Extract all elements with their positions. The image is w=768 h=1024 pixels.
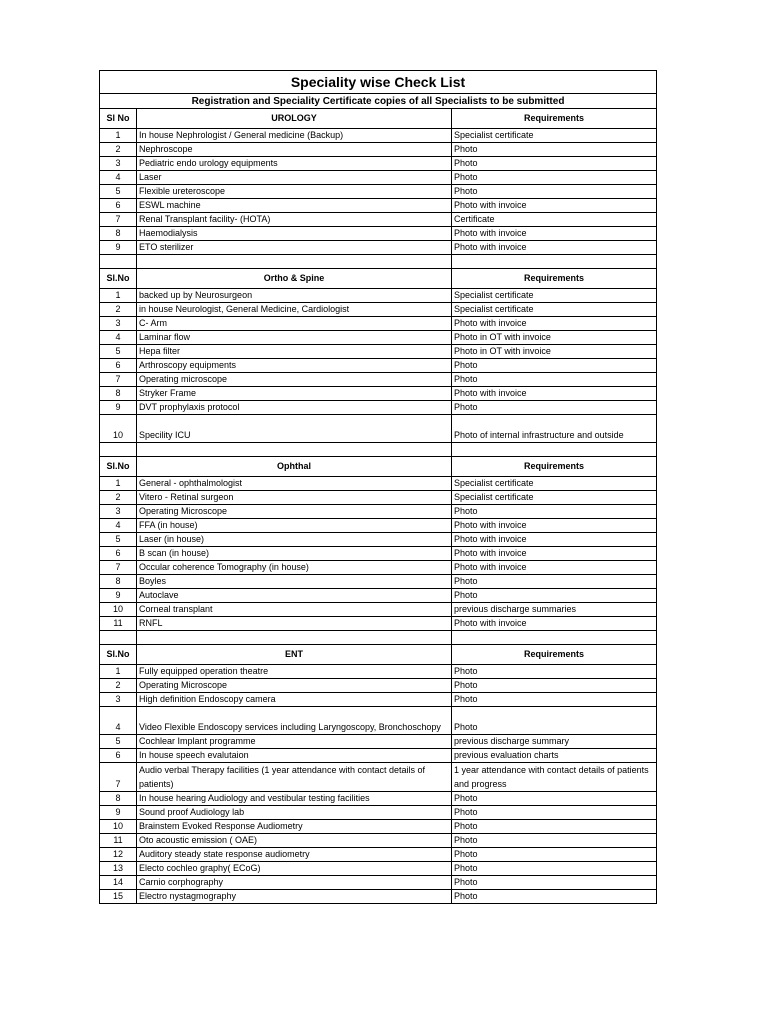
- checklist-row: [100, 848, 657, 862]
- checklist-row: [100, 749, 657, 763]
- serial-number-cell: 7: [100, 373, 137, 387]
- requirement-cell: Photo: [452, 862, 657, 876]
- serial-number-cell: 5: [100, 533, 137, 547]
- item-cell: In house hearing Audiology and vestibular testing facilities: [137, 792, 452, 806]
- spacer-cell: [100, 443, 137, 457]
- requirement-cell: Photo: [452, 185, 657, 199]
- serial-number-cell: 6: [100, 199, 137, 213]
- requirement-cell: Photo: [452, 157, 657, 171]
- requirement-cell: Photo: [452, 890, 657, 904]
- requirement-cell: Photo: [452, 143, 657, 157]
- checklist-row: [100, 820, 657, 834]
- sn-column-header: Sl No: [100, 109, 137, 129]
- serial-number-cell: 5: [100, 345, 137, 359]
- spacer-cell: [100, 631, 137, 645]
- checklist-row: [100, 289, 657, 303]
- checklist-row: [100, 477, 657, 491]
- serial-number-cell: 3: [100, 505, 137, 519]
- requirements-column-header: Requirements: [452, 109, 657, 129]
- item-cell: High definition Endoscopy camera: [137, 693, 452, 707]
- checklist-row: [100, 589, 657, 603]
- item-cell: backed up by Neurosurgeon: [137, 289, 452, 303]
- checklist-row: [100, 862, 657, 876]
- serial-number-cell: 3: [100, 693, 137, 707]
- item-cell: FFA (in house): [137, 519, 452, 533]
- serial-number-cell: 9: [100, 241, 137, 255]
- checklist-row: [100, 491, 657, 505]
- checklist-row: [100, 876, 657, 890]
- serial-number-cell: 10: [100, 415, 137, 443]
- item-cell: Cochlear Implant programme: [137, 735, 452, 749]
- requirement-cell: Specialist certificate: [452, 129, 657, 143]
- requirement-cell: Photo: [452, 589, 657, 603]
- checklist-row: [100, 387, 657, 401]
- sn-column-header: Sl.No: [100, 645, 137, 665]
- serial-number-cell: 7: [100, 763, 137, 792]
- item-cell: ETO sterilizer: [137, 241, 452, 255]
- checklist-row: [100, 241, 657, 255]
- serial-number-cell: 2: [100, 303, 137, 317]
- item-cell: In house Nephrologist / General medicine (Backup): [137, 129, 452, 143]
- requirement-cell: Photo: [452, 693, 657, 707]
- spacer-cell: [137, 443, 452, 457]
- serial-number-cell: 1: [100, 289, 137, 303]
- section-title: UROLOGY: [137, 109, 452, 129]
- serial-number-cell: 5: [100, 185, 137, 199]
- serial-number-cell: 6: [100, 547, 137, 561]
- item-cell: Operating Microscope: [137, 505, 452, 519]
- checklist-row: [100, 603, 657, 617]
- serial-number-cell: 2: [100, 143, 137, 157]
- item-cell: Nephroscope: [137, 143, 452, 157]
- requirement-cell: Photo: [452, 792, 657, 806]
- requirement-cell: Photo: [452, 876, 657, 890]
- item-cell: General - ophthalmologist: [137, 477, 452, 491]
- serial-number-cell: 13: [100, 862, 137, 876]
- requirement-cell: Photo with invoice: [452, 617, 657, 631]
- serial-number-cell: 4: [100, 331, 137, 345]
- serial-number-cell: 14: [100, 876, 137, 890]
- checklist-row: [100, 185, 657, 199]
- checklist-row: [100, 735, 657, 749]
- serial-number-cell: 11: [100, 617, 137, 631]
- checklist-row: [100, 345, 657, 359]
- checklist-row: [100, 303, 657, 317]
- checklist-table: [99, 70, 657, 904]
- serial-number-cell: 9: [100, 401, 137, 415]
- section-header-row: [100, 269, 657, 289]
- serial-number-cell: 7: [100, 213, 137, 227]
- requirement-cell: previous discharge summary: [452, 735, 657, 749]
- checklist-row: [100, 693, 657, 707]
- item-cell: Vitero - Retinal surgeon: [137, 491, 452, 505]
- item-cell: Stryker Frame: [137, 387, 452, 401]
- item-cell: Sound proof Audiology lab: [137, 806, 452, 820]
- spacer-cell: [137, 631, 452, 645]
- serial-number-cell: 2: [100, 679, 137, 693]
- serial-number-cell: 10: [100, 820, 137, 834]
- section-header-row: [100, 109, 657, 129]
- item-cell: Corneal transplant: [137, 603, 452, 617]
- serial-number-cell: 12: [100, 848, 137, 862]
- item-cell: Electo cochleo graphy( ECoG): [137, 862, 452, 876]
- requirement-cell: Photo of internal infrastructure and outside: [452, 415, 657, 443]
- serial-number-cell: 1: [100, 665, 137, 679]
- sn-column-header: Sl.No: [100, 457, 137, 477]
- serial-number-cell: 8: [100, 387, 137, 401]
- checklist-row: [100, 806, 657, 820]
- checklist-row: [100, 763, 657, 792]
- serial-number-cell: 8: [100, 227, 137, 241]
- requirement-cell: Photo with invoice: [452, 227, 657, 241]
- requirement-cell: Photo with invoice: [452, 519, 657, 533]
- spacer-cell: [452, 255, 657, 269]
- checklist-row: [100, 519, 657, 533]
- item-cell: B scan (in house): [137, 547, 452, 561]
- serial-number-cell: 6: [100, 749, 137, 763]
- item-cell: Electro nystagmography: [137, 890, 452, 904]
- requirement-cell: Photo with invoice: [452, 561, 657, 575]
- requirement-cell: Specialist certificate: [452, 477, 657, 491]
- item-cell: Flexible ureteroscope: [137, 185, 452, 199]
- item-cell: Video Flexible Endoscopy services including Laryngoscopy, Bronchoschopy: [137, 707, 452, 735]
- checklist-row: [100, 415, 657, 443]
- checklist-row: [100, 890, 657, 904]
- item-cell: Arthroscopy equipments: [137, 359, 452, 373]
- item-cell: Occular coherence Tomography (in house): [137, 561, 452, 575]
- requirement-cell: Photo with invoice: [452, 533, 657, 547]
- requirement-cell: Photo: [452, 834, 657, 848]
- item-cell: Carnio corphography: [137, 876, 452, 890]
- spacer-row: [100, 631, 657, 645]
- item-cell: Laser: [137, 171, 452, 185]
- checklist-row: [100, 547, 657, 561]
- requirement-cell: Photo in OT with invoice: [452, 331, 657, 345]
- serial-number-cell: 10: [100, 603, 137, 617]
- spacer-row: [100, 255, 657, 269]
- section-header-row: [100, 645, 657, 665]
- serial-number-cell: 1: [100, 477, 137, 491]
- requirement-cell: Photo: [452, 373, 657, 387]
- requirement-cell: Photo: [452, 679, 657, 693]
- serial-number-cell: 8: [100, 575, 137, 589]
- requirement-cell: Photo with invoice: [452, 317, 657, 331]
- item-cell: In house speech evalutaion: [137, 749, 452, 763]
- item-cell: in house Neurologist, General Medicine, Cardiologist: [137, 303, 452, 317]
- section-header-row: [100, 457, 657, 477]
- checklist-row: [100, 157, 657, 171]
- item-cell: Autoclave: [137, 589, 452, 603]
- serial-number-cell: 9: [100, 806, 137, 820]
- page-title: Speciality wise Check List: [100, 71, 657, 94]
- item-cell: Oto acoustic emission ( OAE): [137, 834, 452, 848]
- requirement-cell: Photo: [452, 171, 657, 185]
- requirement-cell: Photo: [452, 359, 657, 373]
- item-cell: C- Arm: [137, 317, 452, 331]
- serial-number-cell: 4: [100, 171, 137, 185]
- checklist-row: [100, 199, 657, 213]
- item-cell: Renal Transplant facility- (HOTA): [137, 213, 452, 227]
- spacer-cell: [137, 255, 452, 269]
- serial-number-cell: 5: [100, 735, 137, 749]
- serial-number-cell: 8: [100, 792, 137, 806]
- requirements-column-header: Requirements: [452, 269, 657, 289]
- requirement-cell: Photo: [452, 665, 657, 679]
- checklist-row: [100, 331, 657, 345]
- checklist-row: [100, 359, 657, 373]
- requirement-cell: Photo: [452, 707, 657, 735]
- checklist-row: [100, 373, 657, 387]
- item-cell: Operating Microscope: [137, 679, 452, 693]
- serial-number-cell: 7: [100, 561, 137, 575]
- requirement-cell: Photo with invoice: [452, 241, 657, 255]
- checklist-row: [100, 617, 657, 631]
- requirement-cell: 1 year attendance with contact details of patients and progress: [452, 763, 657, 792]
- checklist-row: [100, 213, 657, 227]
- item-cell: Boyles: [137, 575, 452, 589]
- serial-number-cell: 4: [100, 519, 137, 533]
- checklist-row: [100, 707, 657, 735]
- requirement-cell: previous evaluation charts: [452, 749, 657, 763]
- checklist-sheet: [99, 70, 656, 904]
- checklist-row: [100, 561, 657, 575]
- item-cell: RNFL: [137, 617, 452, 631]
- item-cell: Haemodialysis: [137, 227, 452, 241]
- spacer-cell: [100, 255, 137, 269]
- checklist-row: [100, 401, 657, 415]
- checklist-row: [100, 171, 657, 185]
- item-cell: Hepa filter: [137, 345, 452, 359]
- requirement-cell: previous discharge summaries: [452, 603, 657, 617]
- requirements-column-header: Requirements: [452, 457, 657, 477]
- requirement-cell: Photo: [452, 575, 657, 589]
- item-cell: Specility ICU: [137, 415, 452, 443]
- checklist-row: [100, 665, 657, 679]
- checklist-row: [100, 679, 657, 693]
- page-subtitle: Registration and Speciality Certificate copies of all Specialists to be submitted: [100, 94, 657, 109]
- requirement-cell: Photo: [452, 806, 657, 820]
- subtitle-row: [100, 94, 657, 109]
- requirement-cell: Photo: [452, 401, 657, 415]
- requirement-cell: Specialist certificate: [452, 491, 657, 505]
- checklist-row: [100, 317, 657, 331]
- item-cell: Pediatric endo urology equipments: [137, 157, 452, 171]
- title-row: [100, 71, 657, 94]
- requirement-cell: Specialist certificate: [452, 289, 657, 303]
- serial-number-cell: 3: [100, 157, 137, 171]
- requirement-cell: Specialist certificate: [452, 303, 657, 317]
- serial-number-cell: 11: [100, 834, 137, 848]
- requirements-column-header: Requirements: [452, 645, 657, 665]
- requirement-cell: Photo: [452, 505, 657, 519]
- section-title: ENT: [137, 645, 452, 665]
- checklist-row: [100, 143, 657, 157]
- item-cell: Brainstem Evoked Response Audiometry: [137, 820, 452, 834]
- requirement-cell: Photo with invoice: [452, 547, 657, 561]
- checklist-row: [100, 129, 657, 143]
- requirement-cell: Photo with invoice: [452, 387, 657, 401]
- spacer-cell: [452, 443, 657, 457]
- item-cell: Laminar flow: [137, 331, 452, 345]
- section-title: Ophthal: [137, 457, 452, 477]
- checklist-row: [100, 533, 657, 547]
- item-cell: Auditory steady state response audiometry: [137, 848, 452, 862]
- item-cell: Audio verbal Therapy facilities (1 year attendance with contact details of patients): [137, 763, 452, 792]
- serial-number-cell: 2: [100, 491, 137, 505]
- checklist-row: [100, 575, 657, 589]
- serial-number-cell: 4: [100, 707, 137, 735]
- section-title: Ortho & Spine: [137, 269, 452, 289]
- requirement-cell: Photo with invoice: [452, 199, 657, 213]
- serial-number-cell: 3: [100, 317, 137, 331]
- serial-number-cell: 6: [100, 359, 137, 373]
- item-cell: ESWL machine: [137, 199, 452, 213]
- serial-number-cell: 15: [100, 890, 137, 904]
- sn-column-header: Sl.No: [100, 269, 137, 289]
- spacer-cell: [452, 631, 657, 645]
- requirement-cell: Certificate: [452, 213, 657, 227]
- item-cell: Fully equipped operation theatre: [137, 665, 452, 679]
- checklist-row: [100, 834, 657, 848]
- requirement-cell: Photo: [452, 848, 657, 862]
- item-cell: DVT prophylaxis protocol: [137, 401, 452, 415]
- checklist-row: [100, 227, 657, 241]
- requirement-cell: Photo: [452, 820, 657, 834]
- serial-number-cell: 1: [100, 129, 137, 143]
- serial-number-cell: 9: [100, 589, 137, 603]
- item-cell: Laser (in house): [137, 533, 452, 547]
- checklist-row: [100, 792, 657, 806]
- requirement-cell: Photo in OT with invoice: [452, 345, 657, 359]
- item-cell: Operating microscope: [137, 373, 452, 387]
- checklist-row: [100, 505, 657, 519]
- spacer-row: [100, 443, 657, 457]
